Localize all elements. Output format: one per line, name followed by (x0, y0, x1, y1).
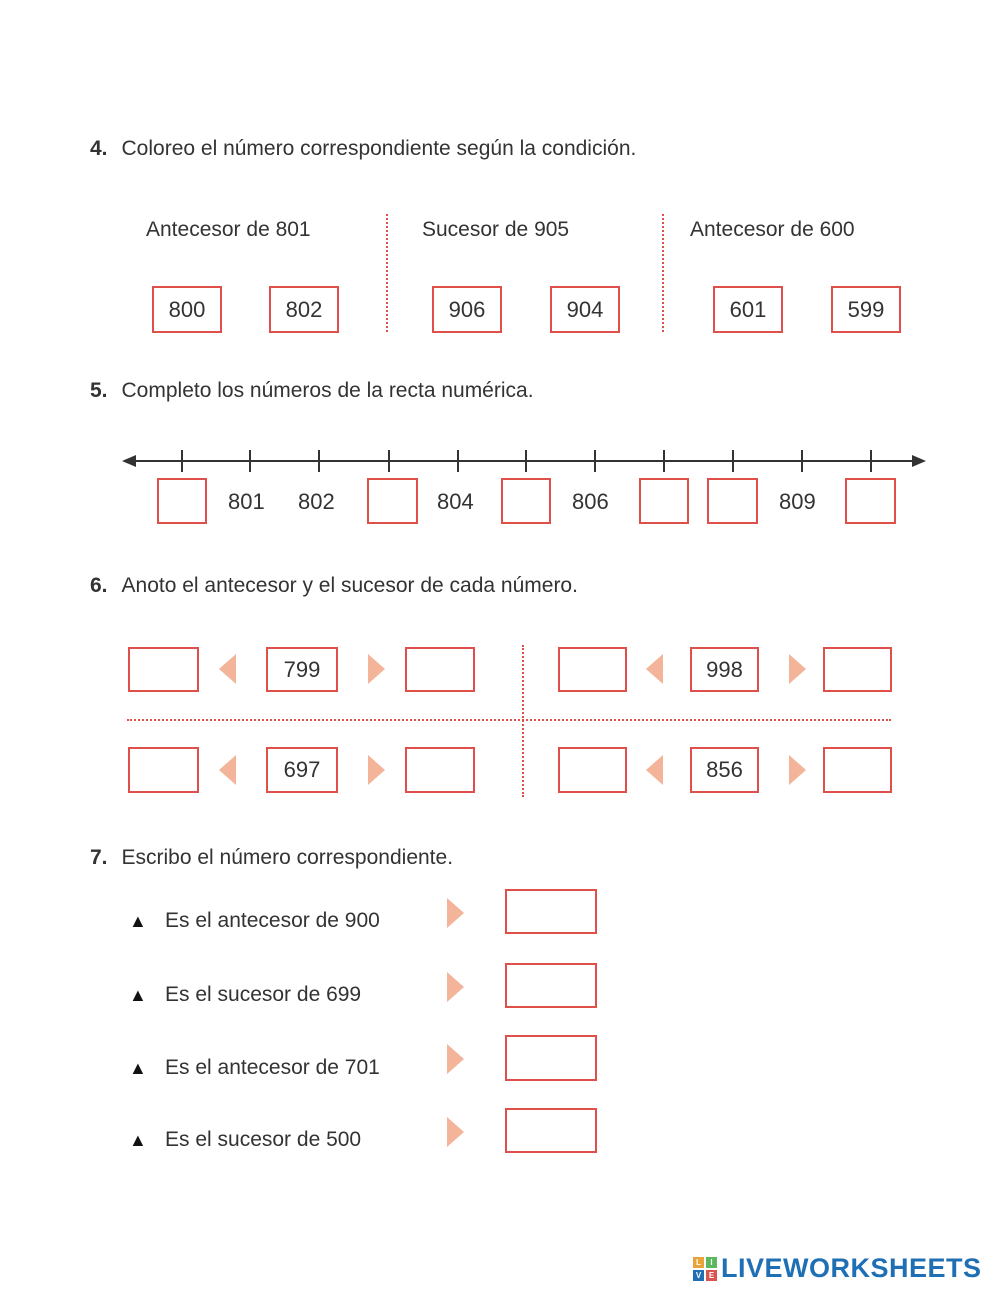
q4-option-599[interactable]: 599 (831, 286, 901, 333)
right-arrow-icon (368, 654, 385, 684)
right-arrow-icon (447, 972, 464, 1002)
numline-label-806: 806 (572, 489, 609, 514)
q5-title (90, 379, 534, 403)
q6-title (90, 574, 578, 598)
q6-number: 6. (90, 574, 108, 597)
q4-group-3-label: Antecesor de 600 (690, 218, 855, 241)
q4-option-802[interactable]: 802 (269, 286, 339, 333)
q5-text: Completo los números de la recta numérica. (121, 379, 534, 402)
tick (457, 450, 459, 472)
antecessor-input-998[interactable] (558, 647, 627, 692)
right-arrow-icon (368, 755, 385, 785)
tick (801, 450, 803, 472)
logo-letter: E (706, 1270, 717, 1281)
q4-title (90, 137, 636, 161)
q4-group-1-label: Antecesor de 801 (146, 218, 311, 241)
number-856: 856 (690, 747, 759, 793)
tick (181, 450, 183, 472)
logo-letter: V (693, 1270, 704, 1281)
successor-input-856[interactable] (823, 747, 892, 793)
number-697: 697 (266, 747, 338, 793)
tick (249, 450, 251, 472)
answer-input-4[interactable] (505, 1108, 597, 1153)
q4-option-800[interactable]: 800 (152, 286, 222, 333)
q7-item-1-text: Es el antecesor de 900 (165, 909, 380, 932)
right-arrow-icon (447, 1044, 464, 1074)
tick (318, 450, 320, 472)
q7-text: Escribo el número correspondiente. (121, 846, 454, 869)
q6-vertical-divider (522, 645, 524, 797)
q7-number: 7. (90, 846, 108, 869)
q4-number: 4. (90, 137, 108, 160)
numline-label-802: 802 (298, 489, 335, 514)
q7-item-2-text: Es el sucesor de 699 (165, 983, 362, 1006)
q4-option-904[interactable]: 904 (550, 286, 620, 333)
bullet-triangle-icon: ▲ (129, 1058, 147, 1078)
numline-input-800[interactable] (157, 478, 207, 524)
q4-option-906[interactable]: 906 (432, 286, 502, 333)
number-line (120, 448, 935, 474)
bullet-triangle-icon: ▲ (129, 1130, 147, 1150)
number-799: 799 (266, 647, 338, 692)
tick (663, 450, 665, 472)
right-arrow-icon (789, 755, 806, 785)
bullet-triangle-icon: ▲ (129, 911, 147, 931)
antecessor-input-697[interactable] (128, 747, 199, 793)
numline-input-803[interactable] (367, 478, 418, 524)
q7-item-3-text: Es el antecesor de 701 (165, 1056, 380, 1079)
logo-letter: L (693, 1257, 704, 1268)
logo-letter: I (706, 1257, 717, 1268)
answer-input-2[interactable] (505, 963, 597, 1008)
q4-group-2-label: Sucesor de 905 (422, 218, 570, 241)
q6-text: Anoto el antecesor y el sucesor de cada número. (121, 574, 578, 597)
numline-label-801: 801 (228, 489, 265, 514)
right-arrow-icon (447, 1117, 464, 1147)
antecessor-input-799[interactable] (128, 647, 199, 692)
number-998: 998 (690, 647, 759, 692)
answer-input-1[interactable] (505, 889, 597, 934)
q7-title (90, 846, 453, 870)
right-arrow-icon (447, 898, 464, 928)
numline-input-807[interactable] (639, 478, 689, 524)
successor-input-697[interactable] (405, 747, 475, 793)
left-arrow-icon (646, 755, 663, 785)
numline-label-804: 804 (437, 489, 474, 514)
right-arrow-icon (789, 654, 806, 684)
logo-text: LIVEWORKSHEETS (721, 1253, 982, 1283)
numline-input-810[interactable] (845, 478, 896, 524)
numline-label-809: 809 (779, 489, 816, 514)
number-line-left-arrow (122, 455, 136, 467)
liveworksheets-logo (693, 1253, 982, 1284)
tick (870, 450, 872, 472)
logo-mark-icon (693, 1257, 717, 1281)
tick (594, 450, 596, 472)
q4-text: Coloreo el número correspondiente según la condición. (121, 137, 637, 160)
successor-input-998[interactable] (823, 647, 892, 692)
answer-input-3[interactable] (505, 1035, 597, 1081)
left-arrow-icon (646, 654, 663, 684)
successor-input-799[interactable] (405, 647, 475, 692)
q7-item-4-text: Es el sucesor de 500 (165, 1128, 362, 1151)
q4-divider-2 (662, 214, 664, 332)
antecessor-input-856[interactable] (558, 747, 627, 793)
tick (388, 450, 390, 472)
q6-horizontal-divider (127, 719, 891, 721)
numline-input-808[interactable] (707, 478, 758, 524)
q4-option-601[interactable]: 601 (713, 286, 783, 333)
bullet-triangle-icon: ▲ (129, 985, 147, 1005)
q4-divider-1 (386, 214, 388, 332)
left-arrow-icon (219, 755, 236, 785)
tick (525, 450, 527, 472)
numline-input-805[interactable] (501, 478, 551, 524)
number-line-right-arrow (912, 455, 926, 467)
q5-number: 5. (90, 379, 108, 402)
tick (732, 450, 734, 472)
left-arrow-icon (219, 654, 236, 684)
